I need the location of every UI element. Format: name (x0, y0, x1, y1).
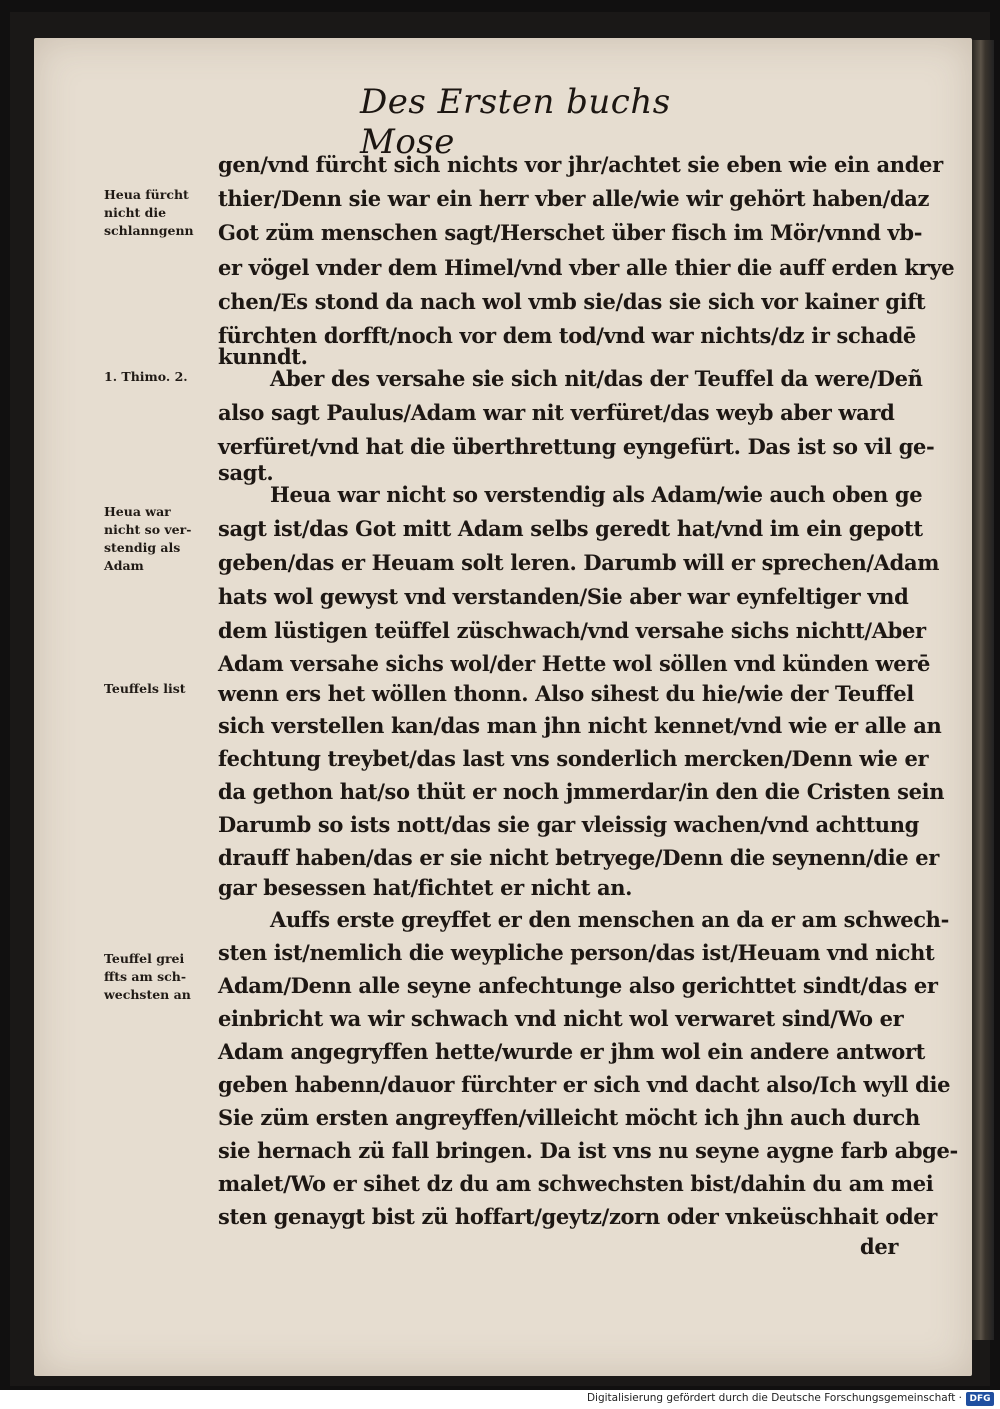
text-line: Sie züm ersten angreyffen/villeicht möcht ich jhn auch durch (218, 1105, 920, 1130)
text-line: sagt. (218, 460, 274, 485)
text-line: dem lüstigen teüffel züschwach/vnd versahe sichs nichtt/Aber (218, 618, 926, 643)
catchword: der (860, 1234, 899, 1259)
text-line: Aber des versahe sie sich nit/das der Teuffel da were/Deñ (270, 366, 923, 391)
text-line: wenn ers het wöllen thonn. Also sihest du hie/wie der Teuffel (218, 681, 914, 706)
margin-gloss: Teuffel grei ffts am sch- wechsten an (104, 951, 191, 1002)
text-line: kunndt. (218, 344, 308, 369)
book-page-edge (972, 40, 994, 1340)
margin-gloss: Heua war nicht so ver- stendig als Adam (104, 504, 192, 573)
text-line: fürchten dorfft/noch vor dem tod/vnd war nichts/dz ir schadē (218, 323, 916, 348)
text-line: Adam angegryffen hette/wurde er jhm wol ein andere antwort (218, 1039, 926, 1064)
margin-gloss: 1. Thimo. 2. (104, 369, 188, 384)
running-head: Des Ersten buchs Mose (360, 82, 671, 162)
text-line: malet/Wo er sihet dz du am schwechsten bist/dahin du am mei (218, 1171, 934, 1196)
text-line: sie hernach zü fall bringen. Da ist vns nu seyne aygne farb abge- (218, 1138, 958, 1163)
text-line: Auffs erste greyffet er den menschen an da er am schwech- (270, 907, 949, 932)
text-line: verfüret/vnd hat die überthrettung eyngefürt. Das ist so vil ge- (218, 434, 935, 459)
text-line: da gethon hat/so thüt er noch jmmerdar/in den die Cristen sein (218, 779, 945, 804)
text-line: thier/Denn sie war ein herr vber alle/wie wir gehört haben/daz (218, 186, 930, 211)
text-line: Adam/Denn alle seyne anfechtunge also gerichttet sindt/das er (218, 973, 938, 998)
text-line: er vögel vnder dem Himel/vnd vber alle thier die auff erden krye (218, 255, 955, 280)
text-line: Heua war nicht so verstendig als Adam/wie auch oben ge (270, 482, 923, 507)
text-line: geben/das er Heuam solt leren. Darumb will er sprechen/Adam (218, 550, 940, 575)
text-line: sich verstellen kan/das man jhn nicht kennet/vnd wie er alle an (218, 713, 942, 738)
text-line: gen/vnd fürcht sich nichts vor jhr/achtet sie eben wie ein ander (218, 152, 943, 177)
text-line: Darumb so ists nott/das sie gar vleissig wachen/vnd achttung (218, 812, 919, 837)
text-line: also sagt Paulus/Adam war nit verfüret/das weyb aber ward (218, 400, 895, 425)
margin-gloss: Teuffels list (104, 681, 186, 696)
text-line: drauff haben/das er sie nicht betryege/Denn die seynenn/die er (218, 845, 939, 870)
text-line: geben habenn/dauor fürchter er sich vnd dacht also/Ich wyll die (218, 1072, 951, 1097)
footer-bar (0, 1390, 1000, 1409)
text-line: Got züm menschen sagt/Herschet über fisch im Mör/vnnd vb- (218, 220, 923, 245)
text-line: sten genaygt bist zü hoffart/geytz/zorn oder vnkeüschhait oder (218, 1204, 938, 1229)
text-line: sagt ist/das Got mitt Adam selbs geredt hat/vnd im ein gepott (218, 516, 923, 541)
text-line: hats wol gewyst vnd verstanden/Sie aber war eynfeltiger vnd (218, 584, 909, 609)
text-line: einbricht wa wir schwach vnd nicht wol verwaret sind/Wo er (218, 1006, 904, 1031)
margin-gloss: Heua fürcht nicht die schlanngenn (104, 187, 194, 238)
dfg-logo-icon: DFG (966, 1392, 994, 1406)
text-line: chen/Es stond da nach wol vmb sie/das sie sich vor kainer gift (218, 289, 926, 314)
text-line: sten ist/nemlich die weypliche person/das ist/Heuam vnd nicht (218, 940, 935, 965)
text-line: Adam versahe sichs wol/der Hette wol söllen vnd künden werē (218, 651, 931, 676)
text-line: fechtung treybet/das last vns sonderlich mercken/Denn wie er (218, 746, 929, 771)
funding-credit: Digitalisierung gefördert durch die Deutsche Forschungsgemeinschaft · (586, 1392, 962, 1404)
text-line: gar besessen hat/fichtet er nicht an. (218, 875, 633, 900)
